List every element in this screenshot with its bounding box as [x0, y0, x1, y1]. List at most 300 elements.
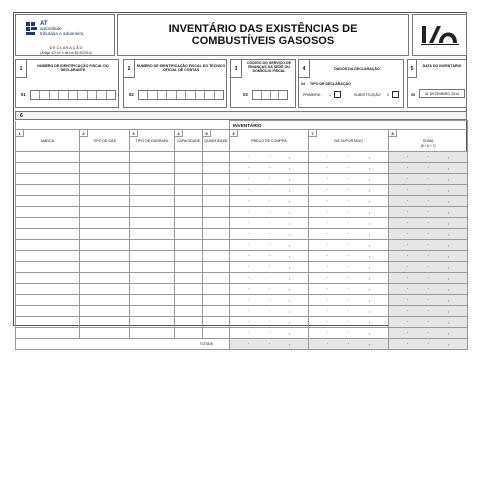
table-cell[interactable] — [16, 251, 80, 262]
amount-separator: · — [406, 297, 409, 303]
table-row — [16, 174, 468, 185]
amount-separator: · — [326, 154, 329, 160]
table-cell[interactable] — [203, 185, 230, 196]
amount-separator: · — [268, 154, 271, 160]
amount-separator: · — [326, 187, 329, 193]
table-cell[interactable] — [175, 240, 203, 251]
table-cell[interactable] — [175, 306, 203, 317]
amount-separator: · — [268, 242, 271, 248]
amount-separator: · — [247, 187, 250, 193]
table-cell[interactable] — [130, 152, 175, 163]
amount-separator: , — [368, 220, 371, 226]
section-2-number: 2 — [124, 60, 135, 78]
amount-separator: · — [427, 330, 430, 336]
declaracao-label: D E C L A R A Ç Ã O — [49, 46, 83, 50]
sum-cell — [389, 273, 468, 284]
table-cell[interactable] — [80, 196, 130, 207]
amount-separator: , — [448, 154, 450, 160]
table-cell[interactable] — [130, 273, 175, 284]
vat-cell[interactable] — [309, 306, 389, 317]
totals-row — [16, 339, 468, 350]
purchase-price-cell[interactable] — [230, 317, 309, 328]
amount-separator: , — [448, 242, 450, 248]
total-sum — [389, 339, 468, 350]
amount-separator: , — [448, 253, 450, 259]
vat-cell[interactable] — [309, 218, 389, 229]
amount-separator: · — [268, 231, 271, 237]
table-cell[interactable] — [16, 229, 80, 240]
amount-separator: , — [448, 308, 450, 314]
first-declaration-checkbox[interactable] — [334, 91, 341, 98]
table-cell[interactable] — [80, 185, 130, 196]
accountant-nif-field[interactable] — [138, 90, 224, 100]
table-cell[interactable] — [175, 207, 203, 218]
amount-separator: , — [289, 231, 291, 237]
table-cell[interactable] — [203, 163, 230, 174]
column-header-8 — [389, 130, 468, 152]
amount-separator: · — [347, 242, 350, 248]
amount-separator: · — [268, 220, 271, 226]
purchase-price-cell[interactable] — [230, 218, 309, 229]
table-cell[interactable] — [203, 229, 230, 240]
table-cell[interactable] — [16, 328, 80, 339]
declarant-nif-field[interactable] — [30, 90, 116, 100]
table-cell[interactable] — [175, 295, 203, 306]
table-cell[interactable] — [130, 218, 175, 229]
table-cell[interactable] — [16, 317, 80, 328]
amount-separator: · — [347, 209, 350, 215]
section-4-number: 4 — [299, 60, 310, 78]
inventory-table — [15, 120, 468, 350]
table-cell[interactable] — [203, 284, 230, 295]
amount-separator: , — [368, 275, 371, 281]
vat-cell[interactable] — [309, 284, 389, 295]
table-cell[interactable] — [175, 328, 203, 339]
section-3-label: CÓDIGO DO SERVIÇO DE FINANÇAS DA SEDE OU DOMICÍLIO FISCAL — [246, 61, 292, 73]
vat-cell[interactable] — [309, 174, 389, 185]
table-row — [16, 284, 468, 295]
amount-separator: · — [406, 319, 409, 325]
vat-cell[interactable] — [309, 317, 389, 328]
amount-separator: · — [406, 165, 409, 171]
amount-separator: · — [406, 220, 409, 226]
amount-separator: · — [268, 308, 271, 314]
vat-cell[interactable] — [309, 295, 389, 306]
amount-separator: · — [326, 209, 329, 215]
table-cell[interactable] — [80, 240, 130, 251]
column-number: 6 — [230, 130, 238, 137]
table-row — [16, 240, 468, 251]
table-cell[interactable] — [175, 152, 203, 163]
table-row — [16, 295, 468, 306]
amount-separator: · — [326, 286, 329, 292]
amount-separator: · — [427, 242, 430, 248]
amount-separator: · — [247, 319, 250, 325]
section-2 — [123, 59, 227, 108]
brand-logo-icon — [421, 25, 459, 45]
table-cell[interactable] — [175, 317, 203, 328]
purchase-price-cell[interactable] — [230, 185, 309, 196]
table-cell[interactable] — [80, 306, 130, 317]
table-row — [16, 185, 468, 196]
table-cell[interactable] — [175, 229, 203, 240]
brand-box — [412, 14, 467, 56]
amount-separator: , — [289, 220, 291, 226]
section-4-field-number: 04 — [301, 82, 305, 86]
section-5-label: DATA DO INVENTÁRIO — [422, 64, 462, 68]
section-6-number: 6 — [20, 113, 23, 119]
section-1-label: NÚMERO DE IDENTIFICAÇÃO FISCAL DO DECLARANTE — [37, 64, 109, 72]
table-cell[interactable] — [175, 284, 203, 295]
vat-cell[interactable] — [309, 229, 389, 240]
section-5 — [407, 59, 467, 108]
table-cell[interactable] — [80, 163, 130, 174]
column-number: 2 — [80, 130, 88, 137]
column-header-4 — [175, 130, 203, 152]
sum-cell — [389, 218, 468, 229]
column-label: IVA SUPORTADO — [334, 139, 363, 143]
table-cell[interactable] — [80, 262, 130, 273]
table-cell[interactable] — [80, 317, 130, 328]
amount-separator: , — [448, 176, 450, 182]
amount-separator: · — [326, 253, 329, 259]
table-cell[interactable] — [80, 284, 130, 295]
table-cell[interactable] — [203, 262, 230, 273]
table-cell[interactable] — [203, 207, 230, 218]
amount-separator: · — [247, 231, 250, 237]
amount-separator: , — [448, 286, 450, 292]
table-cell[interactable] — [203, 328, 230, 339]
amount-separator: · — [247, 275, 250, 281]
vat-cell[interactable] — [309, 262, 389, 273]
purchase-price-cell[interactable] — [230, 251, 309, 262]
amount-separator: , — [289, 308, 291, 314]
column-number: 5 — [203, 130, 211, 137]
amount-separator: · — [347, 319, 350, 325]
table-cell[interactable] — [80, 295, 130, 306]
amount-separator: · — [326, 165, 329, 171]
amount-separator: · — [247, 176, 250, 182]
table-row — [16, 328, 468, 339]
table-cell[interactable] — [16, 163, 80, 174]
table-cell[interactable] — [203, 240, 230, 251]
amount-separator: · — [347, 187, 350, 193]
amount-separator: , — [289, 319, 291, 325]
amount-separator: · — [247, 341, 250, 347]
purchase-price-cell[interactable] — [230, 273, 309, 284]
purchase-price-cell[interactable] — [230, 229, 309, 240]
column-number: 3 — [130, 130, 138, 137]
purchase-price-cell[interactable] — [230, 295, 309, 306]
table-cell[interactable] — [16, 240, 80, 251]
table-cell[interactable] — [130, 185, 175, 196]
amount-separator: · — [427, 286, 430, 292]
amount-separator: · — [347, 165, 350, 171]
amount-separator: · — [326, 220, 329, 226]
tax-office-code-field[interactable] — [252, 90, 288, 100]
vat-cell[interactable] — [309, 273, 389, 284]
amount-separator: , — [368, 198, 371, 204]
vat-cell[interactable] — [309, 251, 389, 262]
amount-separator: · — [406, 242, 409, 248]
column-number: 4 — [175, 130, 183, 137]
table-cell[interactable] — [80, 152, 130, 163]
amount-separator: , — [289, 275, 291, 281]
table-cell[interactable] — [203, 218, 230, 229]
article-reference: (Artigo 42º Nº 4 da Lei 82-D/2014) — [40, 51, 92, 55]
amount-separator: , — [368, 330, 371, 336]
logo-line2: tributária e aduaneira — [40, 31, 84, 36]
table-cell[interactable] — [130, 295, 175, 306]
amount-separator: , — [289, 253, 291, 259]
amount-separator: · — [326, 330, 329, 336]
amount-separator: · — [427, 165, 430, 171]
amount-separator: , — [448, 297, 450, 303]
purchase-price-cell[interactable] — [230, 240, 309, 251]
sum-cell — [389, 185, 468, 196]
table-cell[interactable] — [175, 273, 203, 284]
sum-cell — [389, 328, 468, 339]
amount-separator: , — [448, 198, 450, 204]
amount-separator: , — [448, 187, 450, 193]
amount-separator: · — [247, 154, 250, 160]
amount-separator: , — [368, 165, 371, 171]
column-number: 7 — [309, 130, 317, 137]
section-5-number: 5 — [408, 60, 417, 78]
table-cell[interactable] — [80, 174, 130, 185]
amount-separator: · — [347, 220, 350, 226]
amount-separator: , — [448, 220, 450, 226]
option-first-number: 1 — [329, 93, 331, 97]
table-cell[interactable] — [16, 185, 80, 196]
table-cell[interactable] — [16, 196, 80, 207]
amount-separator: · — [247, 297, 250, 303]
table-cell[interactable] — [80, 218, 130, 229]
amount-separator: , — [368, 264, 371, 270]
vat-cell[interactable] — [309, 207, 389, 218]
table-cell[interactable] — [203, 273, 230, 284]
sum-cell — [389, 295, 468, 306]
table-cell[interactable] — [16, 218, 80, 229]
table-cell[interactable] — [203, 306, 230, 317]
amount-separator: · — [247, 242, 250, 248]
purchase-price-cell[interactable] — [230, 196, 309, 207]
section-3 — [230, 59, 296, 108]
table-cell[interactable] — [130, 284, 175, 295]
amount-separator: · — [247, 330, 250, 336]
table-cell[interactable] — [203, 152, 230, 163]
amount-separator: · — [427, 198, 430, 204]
amount-separator: · — [326, 319, 329, 325]
table-cell[interactable] — [16, 262, 80, 273]
table-row — [16, 152, 468, 163]
table-cell[interactable] — [16, 174, 80, 185]
table-cell[interactable] — [16, 207, 80, 218]
amount-separator: · — [268, 264, 271, 270]
amount-separator: , — [368, 253, 371, 259]
table-cell[interactable] — [80, 251, 130, 262]
amount-separator: , — [448, 275, 450, 281]
table-cell[interactable] — [175, 262, 203, 273]
sum-cell — [389, 196, 468, 207]
table-cell[interactable] — [130, 196, 175, 207]
table-cell[interactable] — [16, 284, 80, 295]
substitution-declaration-checkbox[interactable] — [392, 91, 399, 98]
amount-separator: · — [347, 308, 350, 314]
table-cell[interactable] — [175, 163, 203, 174]
amount-separator: · — [268, 297, 271, 303]
amount-separator: · — [406, 253, 409, 259]
amount-separator: · — [406, 286, 409, 292]
amount-separator: , — [289, 187, 291, 193]
amount-separator: · — [406, 330, 409, 336]
table-cell[interactable] — [130, 207, 175, 218]
table-cell[interactable] — [80, 328, 130, 339]
at-logo-icon — [26, 22, 37, 35]
amount-separator: , — [448, 341, 450, 347]
sum-cell — [389, 229, 468, 240]
amount-separator: · — [326, 231, 329, 237]
amount-separator: · — [427, 220, 430, 226]
amount-separator: · — [406, 308, 409, 314]
sum-cell — [389, 317, 468, 328]
table-cell[interactable] — [130, 251, 175, 262]
amount-separator: · — [427, 209, 430, 215]
amount-separator: · — [406, 154, 409, 160]
table-row — [16, 273, 468, 284]
amount-separator: · — [347, 231, 350, 237]
table-cell[interactable] — [130, 328, 175, 339]
column-header-5 — [203, 130, 230, 152]
table-cell[interactable] — [175, 196, 203, 207]
amount-separator: , — [368, 308, 371, 314]
amount-separator: , — [289, 154, 291, 160]
amount-separator: · — [347, 341, 350, 347]
amount-separator: , — [368, 319, 371, 325]
amount-separator: · — [406, 187, 409, 193]
sum-cell — [389, 306, 468, 317]
table-cell[interactable] — [130, 317, 175, 328]
purchase-price-cell[interactable] — [230, 207, 309, 218]
table-cell[interactable] — [175, 174, 203, 185]
vat-cell[interactable] — [309, 328, 389, 339]
purchase-price-cell[interactable] — [230, 328, 309, 339]
purchase-price-cell[interactable] — [230, 152, 309, 163]
section-1 — [15, 59, 119, 108]
amount-separator: · — [326, 176, 329, 182]
section-2-field-number: 02 — [129, 92, 134, 97]
table-cell[interactable] — [203, 317, 230, 328]
table-cell[interactable] — [203, 196, 230, 207]
section-4-label: DADOS DA DECLARAÇÃO — [334, 67, 380, 71]
amount-separator: · — [268, 330, 271, 336]
amount-separator: · — [427, 297, 430, 303]
sum-cell — [389, 284, 468, 295]
amount-separator: · — [268, 275, 271, 281]
amount-separator: · — [406, 231, 409, 237]
column-header-3 — [130, 130, 175, 152]
amount-separator: · — [268, 209, 271, 215]
amount-separator: · — [347, 176, 350, 182]
table-row — [16, 207, 468, 218]
amount-separator: · — [347, 286, 350, 292]
amount-separator: , — [368, 231, 371, 237]
purchase-price-cell[interactable] — [230, 284, 309, 295]
amount-separator: , — [368, 154, 371, 160]
sum-cell — [389, 240, 468, 251]
vat-cell[interactable] — [309, 152, 389, 163]
vat-cell[interactable] — [309, 185, 389, 196]
table-cell[interactable] — [130, 163, 175, 174]
declaration-type-label: TIPO DE DECLARAÇÃO — [310, 82, 351, 86]
amount-separator: · — [247, 220, 250, 226]
table-cell[interactable] — [80, 207, 130, 218]
purchase-price-cell[interactable] — [230, 163, 309, 174]
column-label: SOMA — [422, 139, 434, 143]
amount-separator: · — [427, 154, 430, 160]
amount-separator: · — [326, 297, 329, 303]
table-cell[interactable] — [130, 262, 175, 273]
table-row — [16, 196, 468, 207]
column-number: 8 — [389, 130, 397, 137]
vat-cell[interactable] — [309, 163, 389, 174]
table-cell[interactable] — [80, 273, 130, 284]
table-cell[interactable] — [16, 306, 80, 317]
sum-cell — [389, 163, 468, 174]
amount-separator: · — [427, 341, 430, 347]
amount-separator: , — [289, 297, 291, 303]
table-cell[interactable] — [203, 251, 230, 262]
inventory-date-field[interactable]: 31 DEZEMBRO 2014 — [419, 89, 465, 98]
table-cell[interactable] — [203, 295, 230, 306]
table-cell[interactable] — [175, 251, 203, 262]
amount-separator: · — [427, 176, 430, 182]
purchase-price-cell[interactable] — [230, 174, 309, 185]
table-cell[interactable] — [203, 174, 230, 185]
vat-cell[interactable] — [309, 240, 389, 251]
amount-separator: , — [289, 341, 291, 347]
title-box — [117, 14, 409, 56]
section-5-field-number: 05 — [411, 93, 415, 97]
vat-cell[interactable] — [309, 196, 389, 207]
amount-separator: · — [268, 165, 271, 171]
logo-box — [15, 14, 115, 56]
table-cell[interactable] — [16, 273, 80, 284]
table-cell[interactable] — [16, 295, 80, 306]
amount-separator: · — [406, 264, 409, 270]
table-cell[interactable] — [130, 174, 175, 185]
table-cell[interactable] — [16, 152, 80, 163]
column-label: PREÇO DE COMPRA — [251, 139, 287, 143]
column-label: MARCA — [41, 139, 54, 143]
table-cell[interactable] — [130, 306, 175, 317]
amount-separator: , — [289, 242, 291, 248]
section-6-header — [15, 111, 467, 120]
sum-cell — [389, 251, 468, 262]
amount-separator: · — [247, 286, 250, 292]
table-cell[interactable] — [175, 185, 203, 196]
table-cell[interactable] — [80, 229, 130, 240]
amount-separator: · — [347, 275, 350, 281]
table-cell[interactable] — [130, 229, 175, 240]
table-cell[interactable] — [175, 218, 203, 229]
purchase-price-cell[interactable] — [230, 262, 309, 273]
purchase-price-cell[interactable] — [230, 306, 309, 317]
amount-separator: , — [368, 187, 371, 193]
amount-separator: , — [448, 330, 450, 336]
table-cell[interactable] — [130, 240, 175, 251]
table-row — [16, 229, 468, 240]
